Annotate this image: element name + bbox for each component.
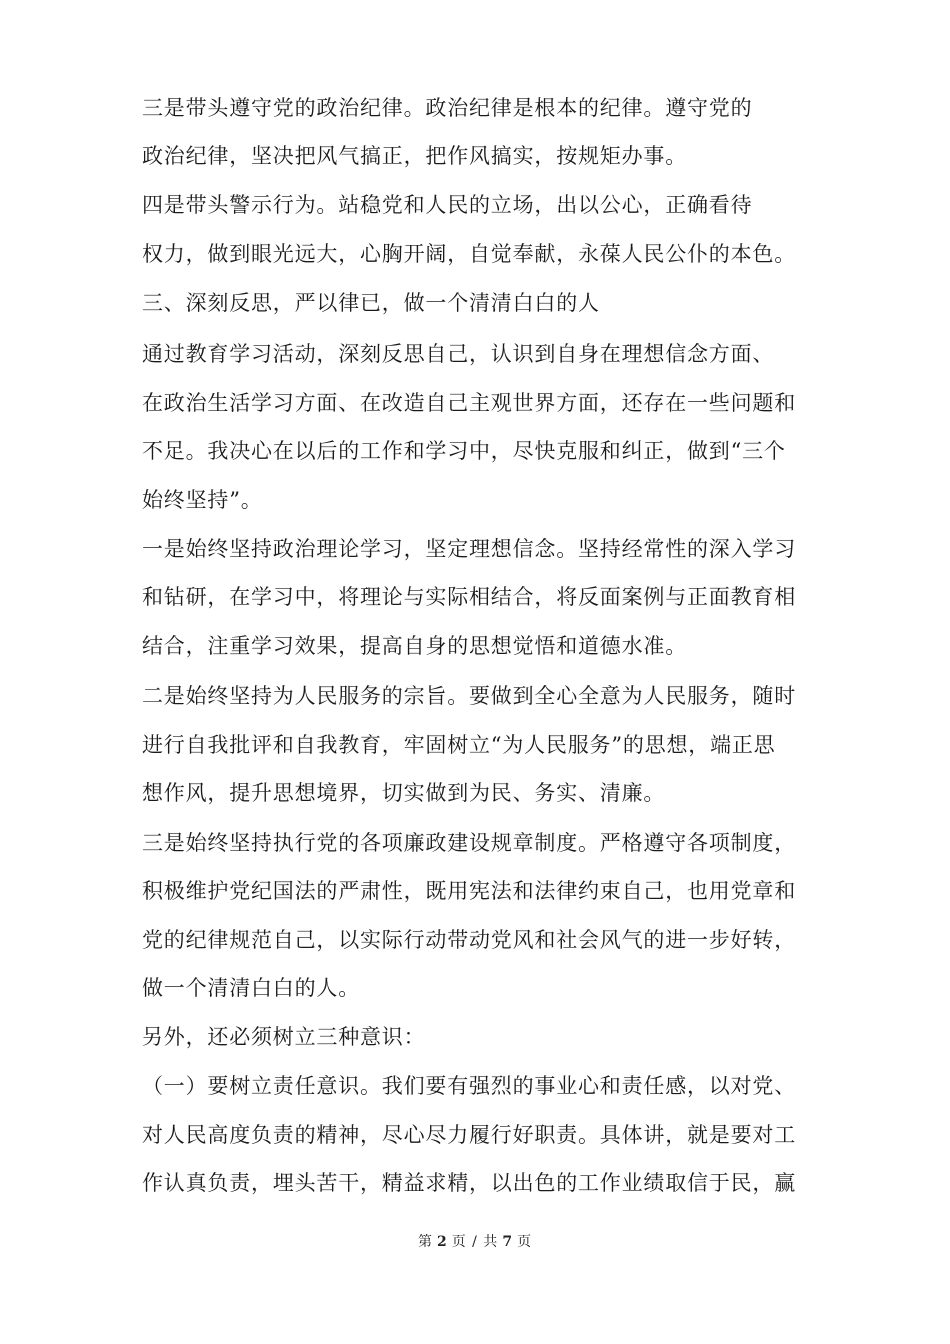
body-line: 不足。我决心在以后的工作和学习中，尽快克服和纠正，做到“三个	[142, 439, 786, 463]
body-line: 进行自我批评和自我教育，牢固树立“为人民服务”的思想，端正思	[142, 733, 776, 757]
body-line: 通过教育学习活动，深刻反思自己，认识到自身在理想信念方面、	[142, 342, 775, 366]
body-line: 权力，做到眼光远大，心胸开阔，自觉奉献，永葆人民公仆的本色。	[142, 242, 796, 266]
body-line: 政治纪律，坚决把风气搞正，把作风搞实，按规矩办事。	[142, 144, 687, 168]
body-line: 一是始终坚持政治理论学习，坚定理想信念。坚持经常性的深入学习	[142, 537, 796, 561]
body-line: （一）要树立责任意识。我们要有强烈的事业心和责任感，以对党、	[142, 1074, 796, 1098]
total-page-number: 7	[502, 1234, 514, 1250]
body-line: 三是始终坚持执行党的各项廉政建设规章制度。严格遵守各项制度，	[142, 831, 796, 855]
body-line: 始终坚持”。	[142, 488, 263, 512]
footer-prefix: 第	[417, 1234, 433, 1250]
body-line: 和钻研，在学习中，将理论与实际相结合，将反面案例与正面教育相	[142, 585, 796, 609]
body-line: 二是始终坚持为人民服务的宗旨。要做到全心全意为人民服务，随时	[142, 684, 796, 708]
body-line: 另外，还必须树立三种意识：	[142, 1025, 426, 1049]
body-line: 在政治生活学习方面、在改造自己主观世界方面，还存在一些问题和	[142, 391, 796, 415]
body-line: 积极维护党纪国法的严肃性，既用宪法和法律约束自己，也用党章和	[142, 879, 796, 903]
section-heading: 三、深刻反思，严以律已，做一个清清白白的人	[142, 291, 600, 315]
footer-suffix: 页	[517, 1234, 533, 1250]
body-line: 结合，注重学习效果，提高自身的思想觉悟和道德水准。	[142, 634, 687, 658]
body-line: 作认真负责，埋头苦干，精益求精，以出色的工作业绩取信于民，赢	[142, 1171, 796, 1195]
footer-middle: 页 / 共	[451, 1234, 499, 1250]
body-line: 三是带头遵守党的政治纪律。政治纪律是根本的纪律。遵守党的	[142, 96, 753, 120]
page-footer	[0, 1232, 950, 1252]
body-line: 想作风，提升思想境界，切实做到为民、务实、清廉。	[142, 781, 666, 805]
body-line: 党的纪律规范自己，以实际行动带动党风和社会风气的进一步好转，	[142, 928, 796, 952]
body-line: 做一个清清白白的人。	[142, 976, 360, 1000]
body-line: 对人民高度负责的精神，尽心尽力履行好职责。具体讲，就是要对工	[142, 1123, 796, 1147]
current-page-number: 2	[436, 1234, 448, 1250]
body-line: 四是带头警示行为。站稳党和人民的立场，出以公心，正确看待	[142, 193, 753, 217]
